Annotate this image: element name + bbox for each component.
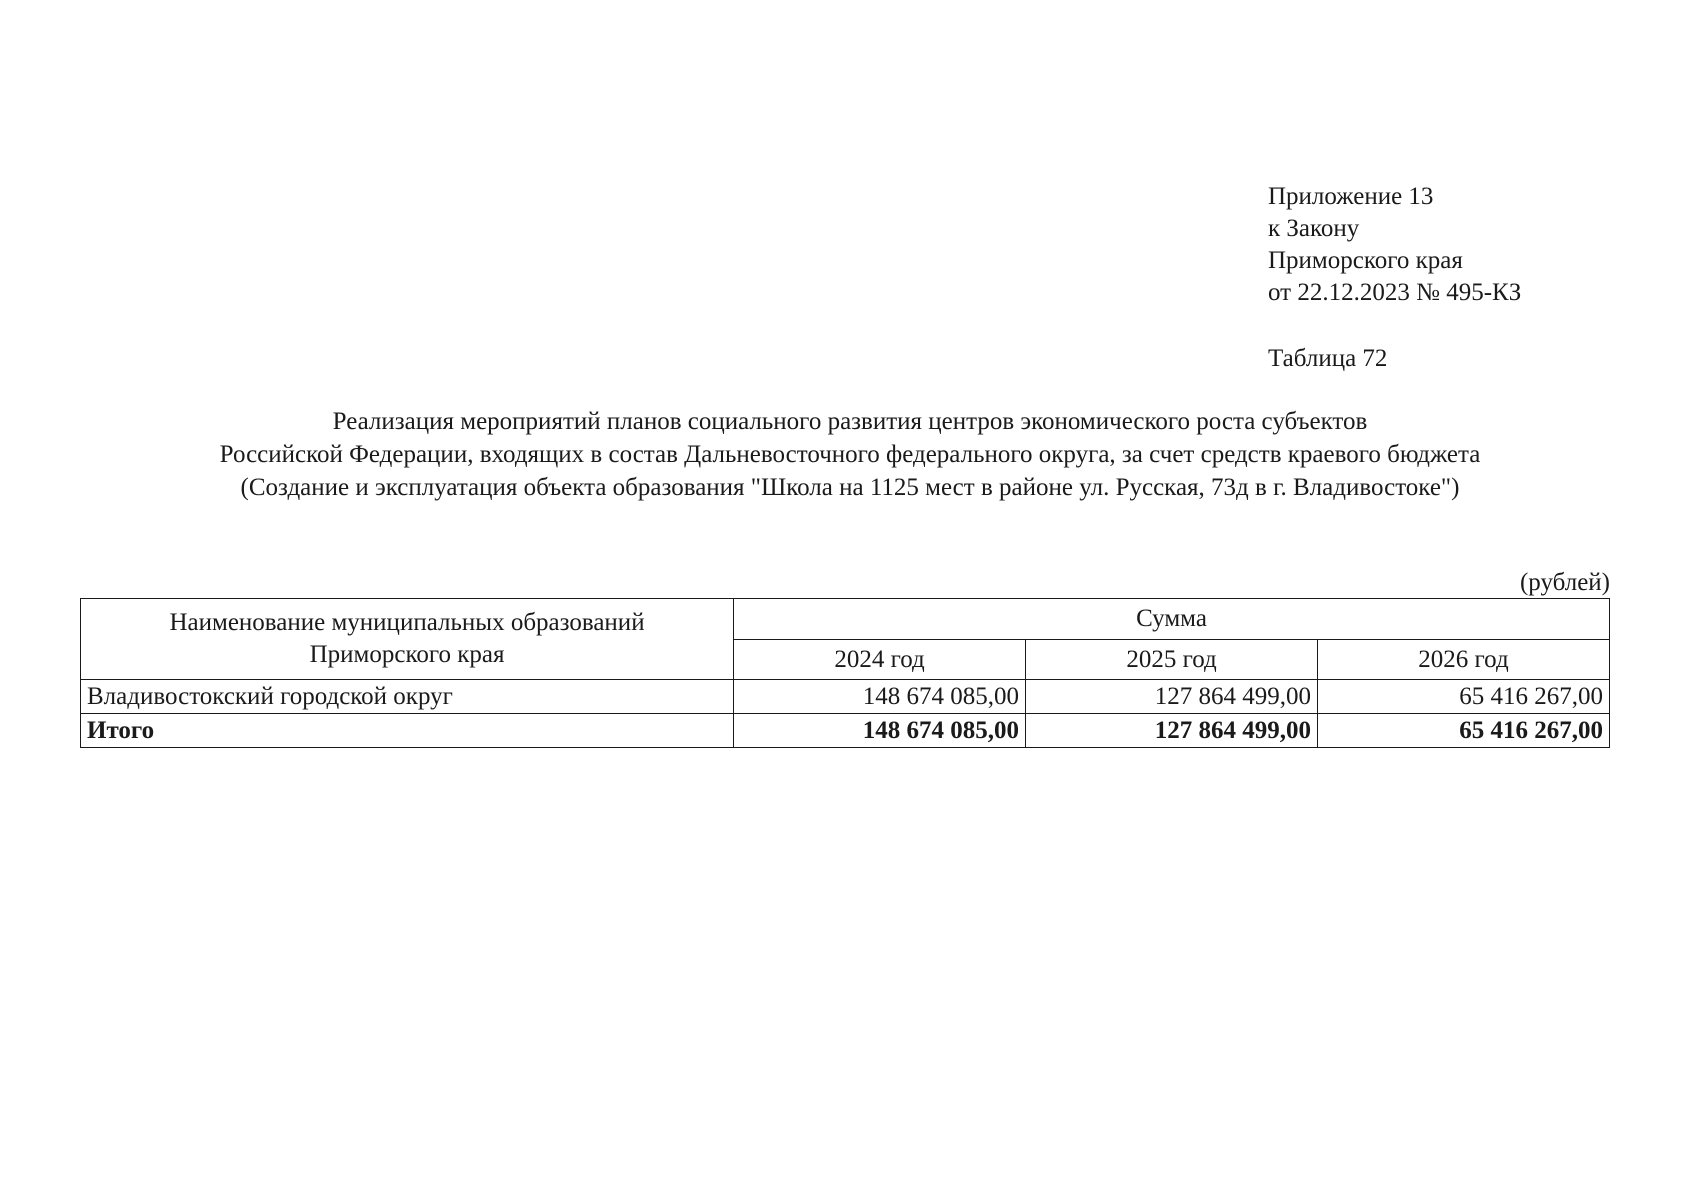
table-header-row <box>81 599 1610 640</box>
title-line-3: (Создание и эксплуатация объекта образования "Школа на 1125 мест в районе ул. Русская, 73д в г. Владивостоке") <box>240 474 1460 501</box>
total-value-2024: 148 674 085,00 <box>734 714 1026 748</box>
total-value-2026: 65 416 267,00 <box>1318 714 1610 748</box>
header-municipality-line-1: Наименование муниципальных образований <box>169 609 645 636</box>
header-sum: Сумма <box>734 599 1610 640</box>
table-row <box>81 680 1610 714</box>
header-municipality-line-2: Приморского края <box>309 641 505 668</box>
table-total-row <box>81 714 1610 748</box>
row-value-2026: 65 416 267,00 <box>1318 680 1610 714</box>
title-line-1: Реализация мероприятий планов социального развития центров экономического роста субъектов <box>332 408 1368 435</box>
row-value-2024: 148 674 085,00 <box>734 680 1026 714</box>
annex-block <box>1268 181 1521 309</box>
units-label: (рублей) <box>1519 569 1610 596</box>
annex-line-date-number: от 22.12.2023 № 495-КЗ <box>1268 279 1522 306</box>
total-label: Итого <box>81 714 734 748</box>
budget-table <box>80 598 1610 748</box>
annex-line-law: к Закону <box>1268 215 1360 242</box>
header-year-2024: 2024 год <box>734 640 1026 680</box>
row-value-2025: 127 864 499,00 <box>1026 680 1318 714</box>
annex-line-region: Приморского края <box>1268 247 1463 274</box>
table-number: Таблица 72 <box>1268 345 1388 372</box>
header-year-2025: 2025 год <box>1026 640 1318 680</box>
title-line-2: Российской Федерации, входящих в состав Дальневосточного федерального округа, за счет средств краевого бюджета <box>219 441 1481 468</box>
total-value-2025: 127 864 499,00 <box>1026 714 1318 748</box>
header-year-2026: 2026 год <box>1318 640 1610 680</box>
document-title <box>60 405 1640 504</box>
header-municipality <box>81 599 734 680</box>
annex-line-appendix: Приложение 13 <box>1268 183 1434 210</box>
row-municipality-name: Владивостокский городской округ <box>81 680 734 714</box>
